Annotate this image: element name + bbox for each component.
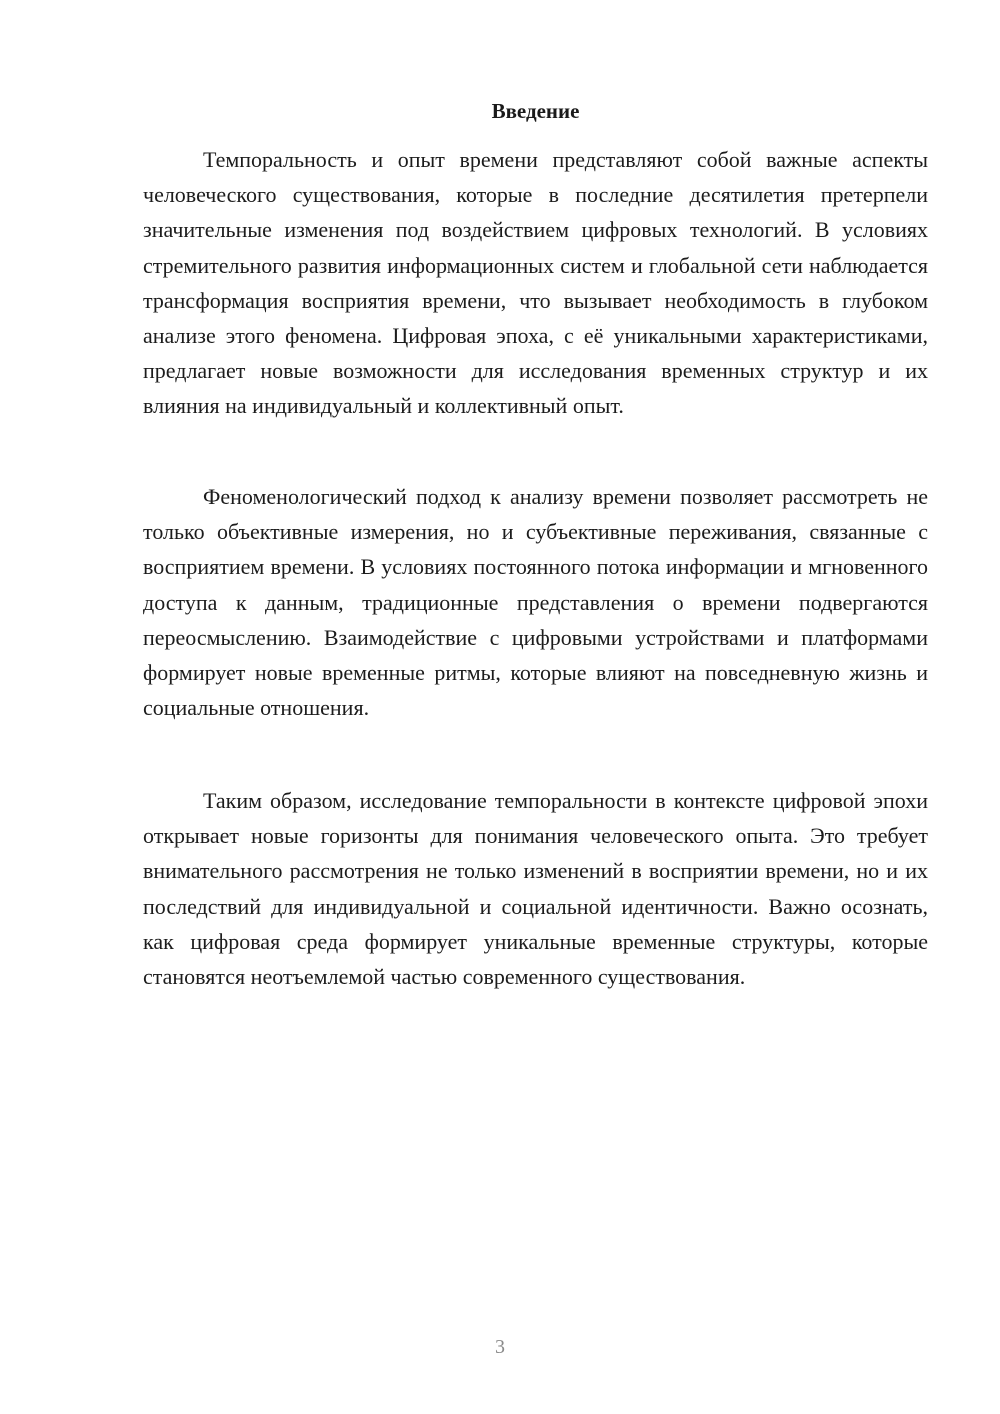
section-heading: Введение: [491, 99, 580, 123]
paragraph-3: Таким образом, исследование темпоральности в контексте цифровой эпохи открывает новые горизонты для понимания человеческого опыта. Это требует внимательного рассмотрения не только изменений в восприятии времени, но и их последствий для индивидуальной и социальной идентичности. Важно осознать, как цифровая среда формирует уникальные временные структуры, которые становятся неотъемлемой частью современного существования.: [143, 788, 928, 990]
page-number: 3: [495, 1336, 505, 1358]
paragraph-2: Феноменологический подход к анализу времени позволяет рассмотреть не только объективные измерения, но и субъективные переживания, связанные с восприятием времени. В условиях постоянного потока информации и мгновенного доступа к данным, традиционные представления о времени подвергаются переосмыслению. Взаимодействие с цифровыми устройствами и платформами формирует новые временные ритмы, которые влияют на повседневную жизнь и социальные отношения.: [143, 484, 928, 721]
paragraph-1: Темпоральность и опыт времени представляют собой важные аспекты человеческого существования, которые в последние десятилетия претерпели значительные изменения под воздействием цифровых технологий. В условиях стремительного развития информационных систем и глобальной сети наблюдается трансформация восприятия времени, что вызывает необходимость в глубоком анализе этого феномена. Цифровая эпоха, с её уникальными характеристиками, предлагает новые возможности для исследования временных структур и их влияния на индивидуальный и коллективный опыт.: [143, 147, 928, 419]
